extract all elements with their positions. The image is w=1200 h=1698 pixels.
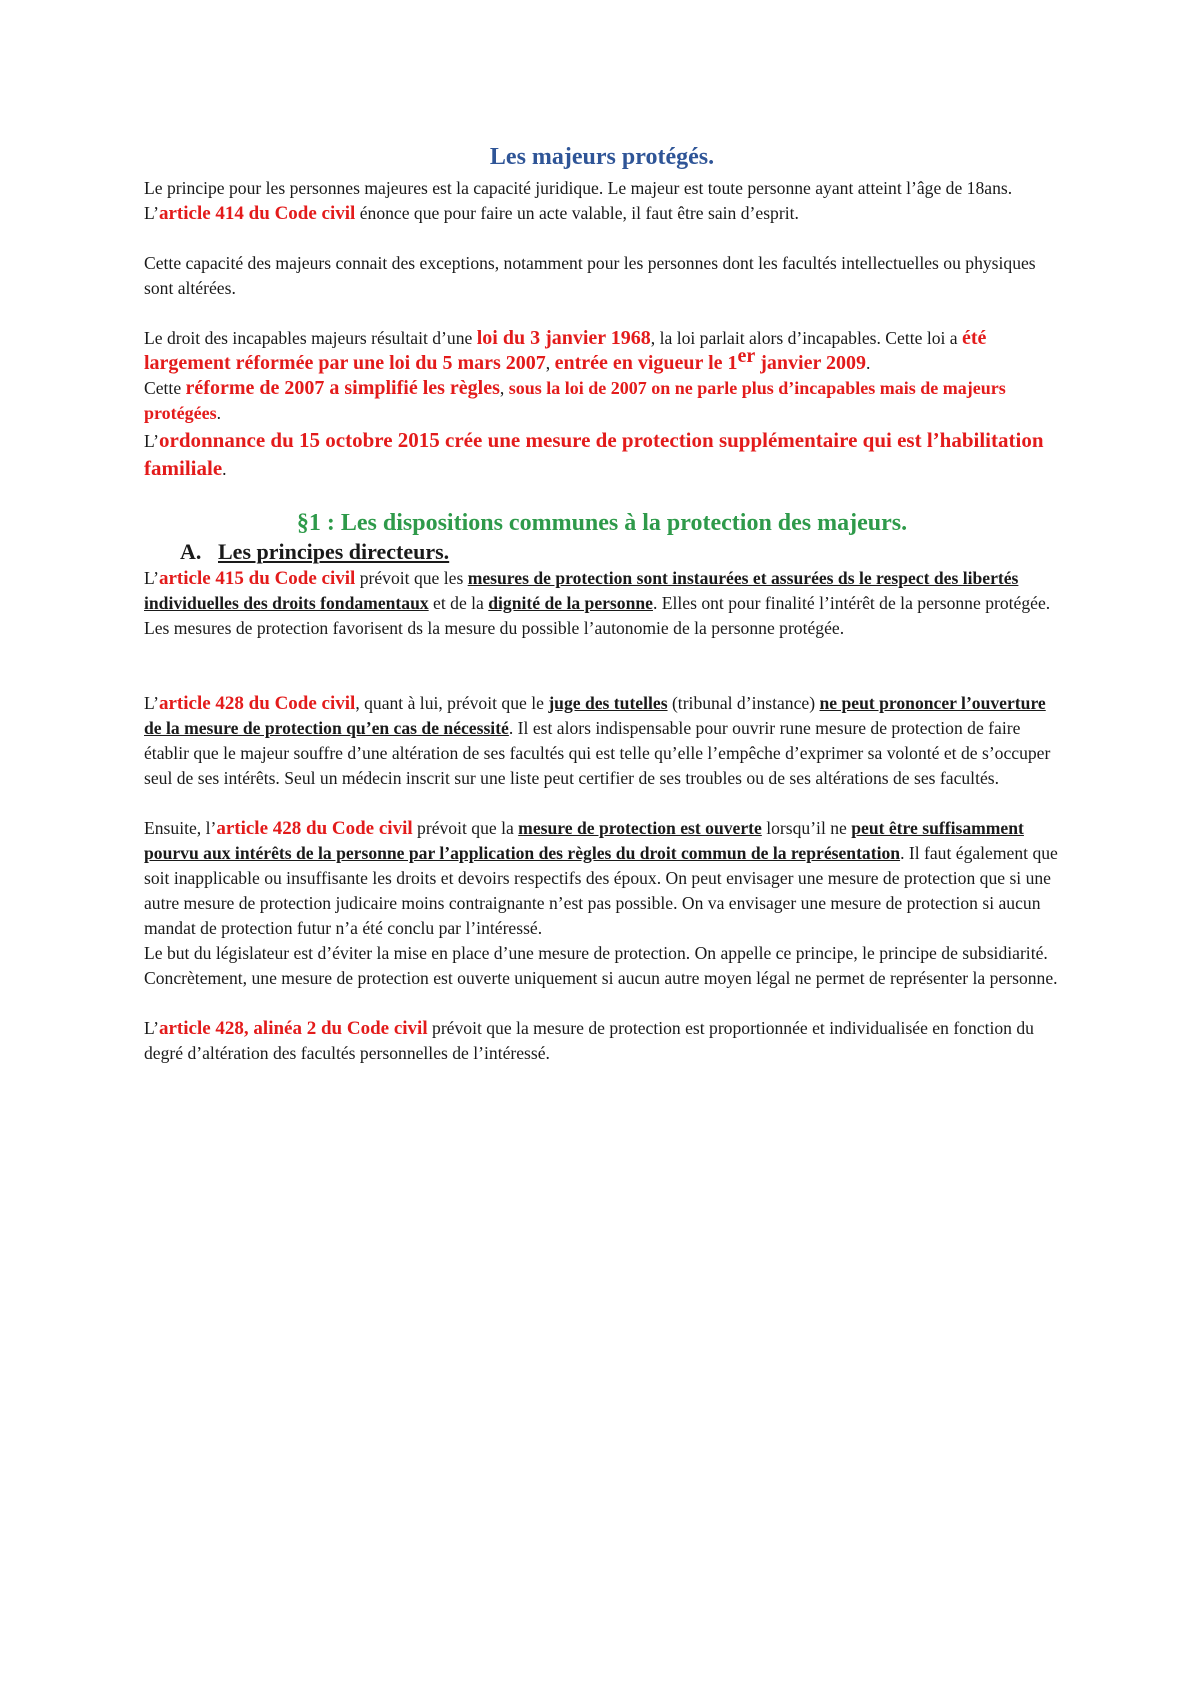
superscript: er: [737, 345, 756, 368]
paragraph-capacite: [144, 176, 1060, 226]
paragraph-historique: [144, 326, 1060, 376]
highlight: ordonnance du 15 octobre 2015 crée une mesure de protection supplémentaire qui est l’habilitation familiale: [144, 428, 1044, 480]
law-reference: loi du 3 janvier 1968: [476, 327, 651, 349]
paragraph-ensuite: [144, 816, 1060, 941]
highlight: sous la loi de 2007 on ne parle plus d’incapables mais de majeurs protégées: [144, 378, 1006, 423]
underlined-text: mesure de protection est ouverte: [518, 818, 762, 838]
text: lorsqu’il ne: [761, 818, 852, 838]
text: ,: [499, 378, 509, 398]
article-reference: article 428 du Code civil: [216, 818, 413, 839]
highlight: réforme de 2007 a simplifié les règles: [185, 377, 500, 399]
text: , quant à lui, prévoit que le: [355, 693, 549, 713]
law-reference: janvier 2009: [755, 352, 866, 374]
underlined-text: ne peut prononcer l’ouverture de la mesure de protection qu’en cas de nécessité: [144, 693, 1046, 738]
paragraph-article-415: [144, 566, 1060, 641]
text: Le droit des incapables majeurs résultait d’une: [144, 328, 477, 348]
text: prévoit que la: [412, 818, 519, 838]
law-reference: entrée en vigueur le 1: [554, 352, 738, 374]
text: . Il faut également que soit inapplicable ou insuffisante les droits et devoirs respectifs des époux. On peut envisager une mesure de protection que si une autre mesure de protection judicaire moins contraignante n’est pas possible. On va envisager une mesure de protection si aucun mandat de protection futur n’a été conclu par l’intéressé.: [144, 843, 1058, 938]
paragraph-ordonnance: [144, 426, 1060, 482]
text: prévoit que les: [355, 568, 468, 588]
paragraph-article-428-al2: [144, 1016, 1060, 1066]
text: énonce que pour faire un acte valable, il faut être sain d’esprit.: [355, 203, 799, 223]
article-reference: article 428 du Code civil: [159, 693, 356, 714]
law-reference: été largement réformée par une loi du 5 mars 2007: [144, 327, 987, 374]
text: Cette: [144, 378, 186, 398]
underlined-text: dignité de la personne: [488, 593, 653, 613]
text: . Elles ont pour finalité l’intérêt de la personne protégée. Les mesures de protection favorisent ds la mesure du possible l’autonomie de la personne protégée.: [144, 593, 1051, 638]
subsection-label: Les principes directeurs.: [218, 539, 450, 564]
text: .: [866, 353, 871, 373]
section-heading: §1 : Les dispositions communes à la protection des majeurs.: [296, 510, 908, 536]
paragraph-subsidiarite: Le but du législateur est d’éviter la mise en place d’une mesure de protection. On appelle ce principe, le principe de subsidiarité. Concrètement, une mesure de protection est ouverte uniquement si aucun autre moyen légal ne permet de représenter la personne.: [144, 943, 1058, 988]
text: Le principe pour les personnes majeures est la capacité juridique. Le majeur est toute personne ayant atteint l’âge de 18ans. L’: [144, 178, 1013, 223]
text: (tribunal d’instance): [667, 693, 820, 713]
text: L’: [144, 693, 159, 713]
article-reference: article 428, alinéa 2 du Code civil: [159, 1018, 428, 1039]
text: .: [222, 459, 227, 479]
paragraph-reforme: [144, 376, 1060, 426]
document-title: Les majeurs protégés.: [489, 144, 715, 170]
article-reference: article 414 du Code civil: [159, 203, 356, 224]
underlined-text: peut être suffisamment pourvu aux intérêts de la personne par l’application des règles du droit commun de la représentation: [144, 818, 1024, 863]
text: .: [216, 403, 222, 423]
text: , la loi parlait alors d’incapables. Cette loi a: [650, 328, 963, 348]
subsection-heading: [180, 538, 1060, 566]
document-body: [144, 142, 1060, 1066]
text: L’: [144, 431, 159, 451]
text: L’: [144, 1018, 159, 1038]
text: . Il est alors indispensable pour ouvrir rune mesure de protection de faire établir que le majeur souffre d’une altération de ses facultés qui est telle qu’elle l’empêche d’exprimer sa volonté et de s’occuper seul de ses intérêts. Seul un médecin inscrit sur une liste peut certifier de ses troubles ou de ses altérations de ses facultés.: [144, 718, 1051, 788]
article-reference: article 415 du Code civil: [159, 568, 356, 589]
underlined-text: juge des tutelles: [548, 693, 668, 713]
text: Ensuite, l’: [144, 818, 217, 838]
text: et de la: [428, 593, 489, 613]
text: ,: [545, 353, 555, 373]
paragraph-exceptions: Cette capacité des majeurs connait des exceptions, notamment pour les personnes dont les facultés intellectuelles ou physiques sont altérées.: [144, 253, 1036, 298]
paragraph-article-428: [144, 691, 1060, 791]
text: L’: [144, 568, 159, 588]
underlined-text: mesures de protection sont instaurées et assurées ds le respect des libertés individuelles des droits fondamentaux: [144, 568, 1019, 613]
subsection-letter: A.: [180, 539, 202, 564]
text: prévoit que la mesure de protection est proportionnée et individualisée en fonction du degré d’altération des facultés personnelles de l’intéressé.: [144, 1018, 1034, 1063]
